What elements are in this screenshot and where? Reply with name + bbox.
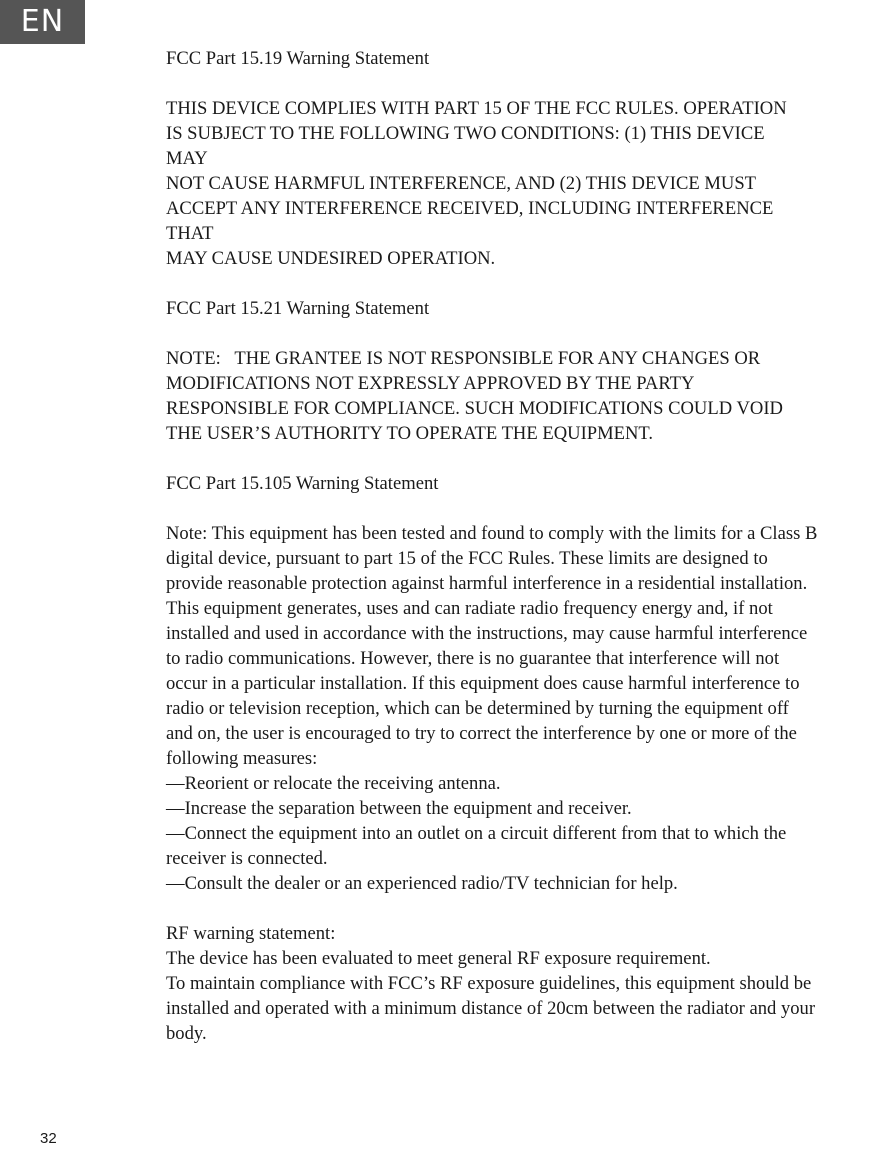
section-line: MAY CAUSE UNDESIRED OPERATION. [166, 248, 496, 269]
measure-item: —Reorient or relocate the receiving antenna. [166, 773, 501, 794]
document-body [166, 46, 869, 1046]
section-heading: RF warning statement: [166, 923, 336, 944]
section-line: THE USER’S AUTHORITY TO OPERATE THE EQUIPMENT. [166, 423, 654, 444]
measure-item: —Consult the dealer or an experienced radio/TV technician for help. [166, 873, 678, 894]
measure-item: receiver is connected. [166, 848, 328, 869]
page-number: 32 [40, 1130, 57, 1147]
section-line: NOT CAUSE HARMFUL INTERFERENCE, AND (2) THIS DEVICE MUST [166, 173, 757, 194]
section-line: The device has been evaluated to meet general RF exposure requirement. [166, 948, 711, 969]
section-line: ACCEPT ANY INTERFERENCE RECEIVED, INCLUDING INTERFERENCE [166, 198, 774, 219]
section-line: MODIFICATIONS NOT EXPRESSLY APPROVED BY THE PARTY [166, 373, 695, 394]
section-line: installed and used in accordance with the instructions, may cause harmful interference [166, 623, 808, 644]
section-line: digital device, pursuant to part 15 of the FCC Rules. These limits are designed to [166, 548, 768, 569]
section-line: To maintain compliance with FCC’s RF exposure guidelines, this equipment should be [166, 973, 812, 994]
section-fcc-15-105 [166, 471, 869, 896]
section-line: body. [166, 1023, 207, 1044]
section-rf-warning [166, 921, 869, 1046]
measure-item: —Increase the separation between the equipment and receiver. [166, 798, 632, 819]
section-heading: FCC Part 15.19 Warning Statement [166, 48, 430, 69]
section-heading: FCC Part 15.105 Warning Statement [166, 473, 439, 494]
section-line: following measures: [166, 748, 318, 769]
section-fcc-15-21 [166, 296, 869, 446]
section-line: provide reasonable protection against harmful interference in a residential installation. [166, 573, 808, 594]
section-line: IS SUBJECT TO THE FOLLOWING TWO CONDITIONS: (1) THIS DEVICE [166, 123, 765, 144]
section-line: THAT [166, 223, 214, 244]
section-line: and on, the user is encouraged to try to correct the interference by one or more of the [166, 723, 797, 744]
measure-item: —Connect the equipment into an outlet on a circuit different from that to which the [166, 823, 787, 844]
section-fcc-15-19 [166, 46, 869, 271]
section-line: RESPONSIBLE FOR COMPLIANCE. SUCH MODIFICATIONS COULD VOID [166, 398, 783, 419]
section-line: NOTE: THE GRANTEE IS NOT RESPONSIBLE FOR ANY CHANGES OR [166, 348, 761, 369]
section-line: installed and operated with a minimum distance of 20cm between the radiator and your [166, 998, 816, 1019]
section-line: radio or television reception, which can be determined by turning the equipment off [166, 698, 789, 719]
language-tab: EN [0, 0, 85, 44]
section-line: to radio communications. However, there is no guarantee that interference will not [166, 648, 780, 669]
section-line: MAY [166, 148, 208, 169]
section-line: This equipment generates, uses and can radiate radio frequency energy and, if not [166, 598, 773, 619]
section-line: Note: This equipment has been tested and found to comply with the limits for a Class B [166, 523, 818, 544]
section-line: THIS DEVICE COMPLIES WITH PART 15 OF THE FCC RULES. OPERATION [166, 98, 787, 119]
section-line: occur in a particular installation. If this equipment does cause harmful interference to [166, 673, 800, 694]
section-heading: FCC Part 15.21 Warning Statement [166, 298, 430, 319]
